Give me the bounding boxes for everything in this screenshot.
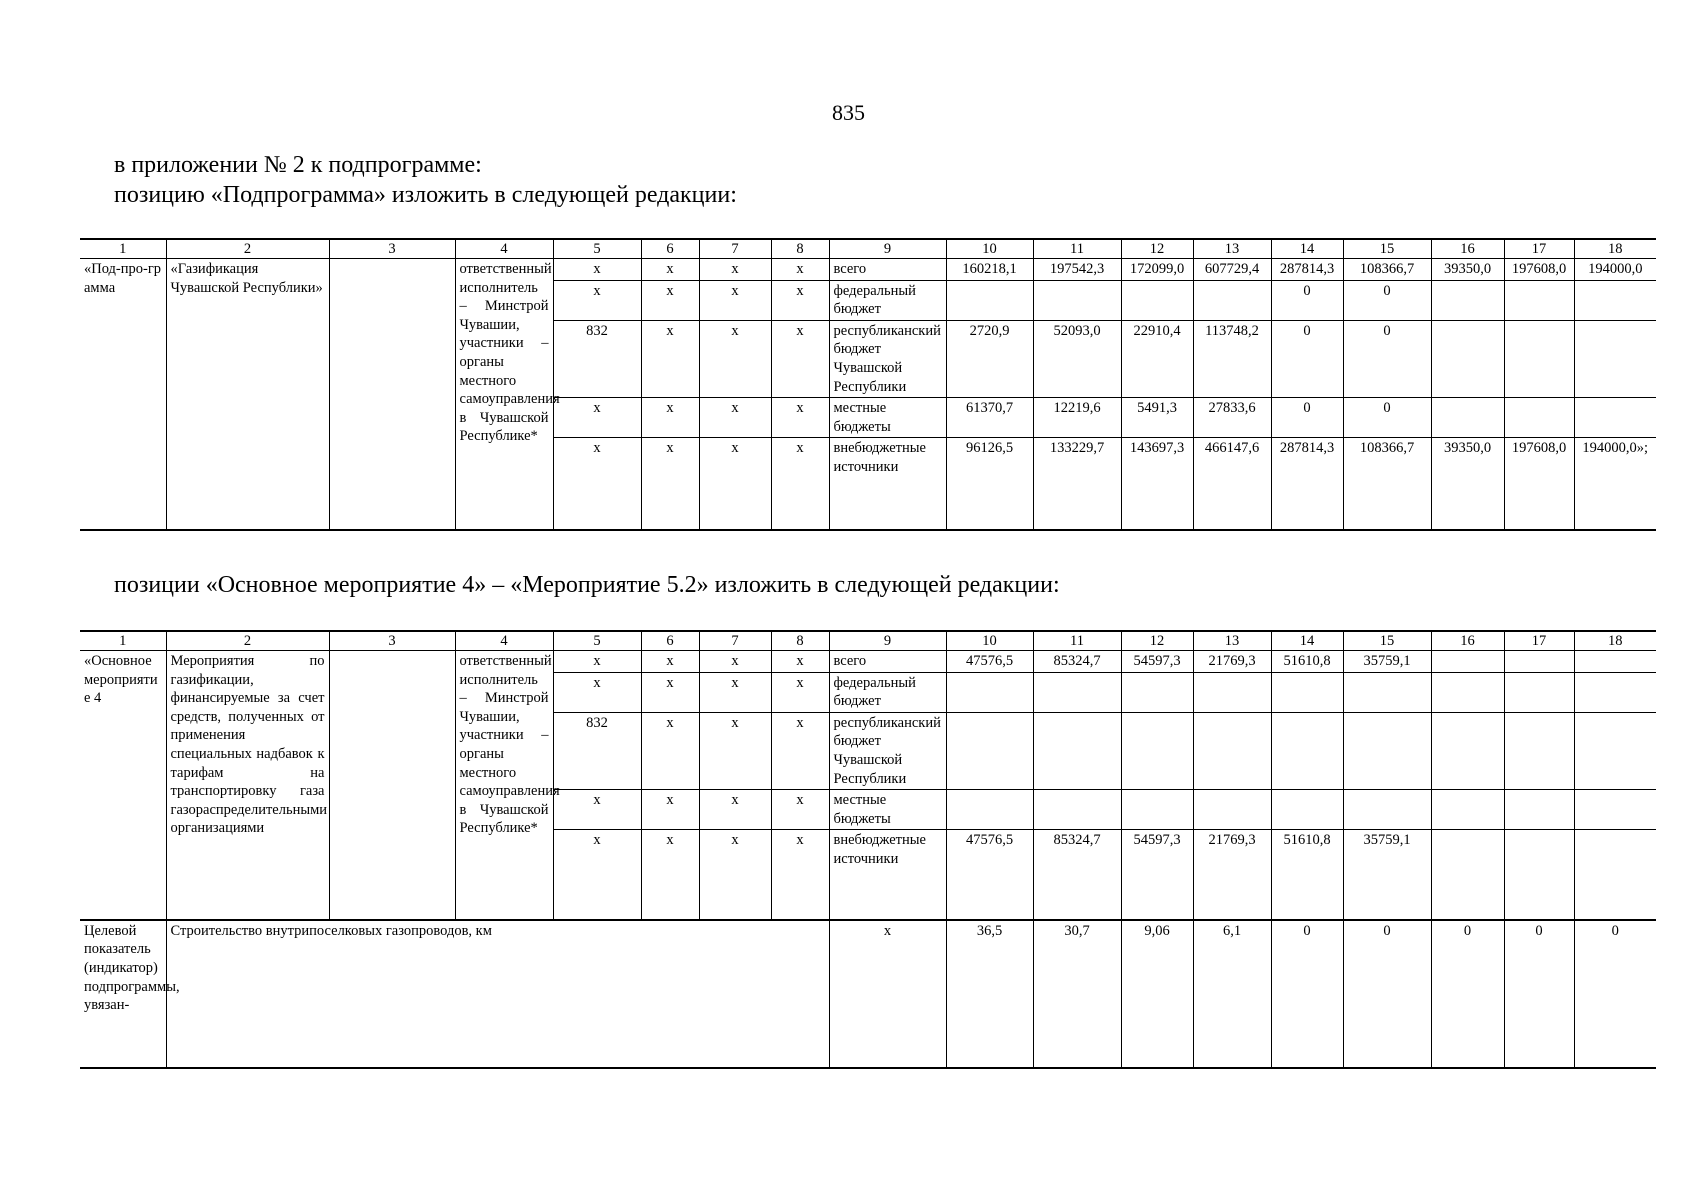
value-cell: [1574, 672, 1656, 712]
heading-main-activity-position: позиции «Основное мероприятие 4» – «Мероприятие 5.2» изложить в следующей редакции:: [114, 572, 1060, 598]
header-cell: 6: [641, 631, 699, 651]
value-cell: 36,5: [946, 920, 1033, 1068]
value-cell: 2720,9: [946, 320, 1033, 397]
code-cell: x: [829, 920, 946, 1068]
funding-source: республиканский бюджет Чувашской Республики: [829, 712, 946, 789]
header-cell: 16: [1431, 631, 1504, 651]
code-cell: x: [699, 651, 771, 673]
code-cell: x: [553, 398, 641, 438]
code-cell: x: [699, 259, 771, 281]
value-cell: [1121, 790, 1193, 830]
value-cell: 27833,6: [1193, 398, 1271, 438]
header-cell: 15: [1343, 631, 1431, 651]
code-cell: x: [553, 438, 641, 530]
code-cell: x: [699, 672, 771, 712]
header-cell: 9: [829, 631, 946, 651]
code-cell: x: [771, 398, 829, 438]
code-cell: x: [771, 259, 829, 281]
header-cell: 14: [1271, 631, 1343, 651]
value-cell: 0: [1271, 320, 1343, 397]
header-cell: 8: [771, 631, 829, 651]
value-cell: 47576,5: [946, 651, 1033, 673]
code-cell: x: [641, 259, 699, 281]
code-cell: x: [553, 790, 641, 830]
code-cell: x: [699, 398, 771, 438]
value-cell: [1574, 280, 1656, 320]
code-cell: x: [771, 672, 829, 712]
value-cell: [1431, 672, 1504, 712]
value-cell: [1504, 830, 1574, 920]
value-cell: 0: [1574, 920, 1656, 1068]
value-cell: 30,7: [1033, 920, 1121, 1068]
header-cell: 10: [946, 239, 1033, 259]
column-number-header: [80, 631, 1656, 651]
header-cell: 17: [1504, 631, 1574, 651]
empty-cell: [329, 259, 455, 530]
code-cell: x: [771, 712, 829, 789]
value-cell: 54597,3: [1121, 651, 1193, 673]
header-cell: 12: [1121, 239, 1193, 259]
value-cell: 194000,0»;: [1574, 438, 1656, 530]
code-cell: x: [641, 672, 699, 712]
code-cell: x: [699, 280, 771, 320]
value-cell: 54597,3: [1121, 830, 1193, 920]
value-cell: 85324,7: [1033, 651, 1121, 673]
value-cell: [1271, 790, 1343, 830]
header-cell: 2: [166, 239, 329, 259]
funding-source: внебюджетные источники: [829, 438, 946, 530]
header-cell: 5: [553, 631, 641, 651]
code-cell: x: [553, 280, 641, 320]
header-cell: 6: [641, 239, 699, 259]
subprogram-name: «Газификация Чувашской Республики»: [166, 259, 329, 530]
funding-source: всего: [829, 259, 946, 281]
value-cell: 197608,0: [1504, 438, 1574, 530]
table-row: [80, 259, 1656, 281]
value-cell: 51610,8: [1271, 651, 1343, 673]
value-cell: [1574, 398, 1656, 438]
value-cell: 85324,7: [1033, 830, 1121, 920]
value-cell: [1271, 712, 1343, 789]
value-cell: 108366,7: [1343, 438, 1431, 530]
position-label: «Под-про-грамма: [80, 259, 166, 530]
code-cell: x: [641, 712, 699, 789]
value-cell: 287814,3: [1271, 259, 1343, 281]
value-cell: 143697,3: [1121, 438, 1193, 530]
value-cell: [1431, 320, 1504, 397]
value-cell: 172099,0: [1121, 259, 1193, 281]
heading-subprogram-position: позицию «Подпрограмма» изложить в следующей редакции:: [114, 182, 737, 208]
value-cell: [1121, 280, 1193, 320]
header-cell: 15: [1343, 239, 1431, 259]
header-cell: 13: [1193, 631, 1271, 651]
value-cell: [1431, 830, 1504, 920]
subprogram-table: [80, 238, 1656, 531]
value-cell: [1504, 320, 1574, 397]
header-cell: 3: [329, 239, 455, 259]
value-cell: [1431, 651, 1504, 673]
value-cell: 5491,3: [1121, 398, 1193, 438]
value-cell: [1343, 672, 1431, 712]
header-cell: 16: [1431, 239, 1504, 259]
value-cell: 0: [1343, 920, 1431, 1068]
value-cell: 197608,0: [1504, 259, 1574, 281]
value-cell: 607729,4: [1193, 259, 1271, 281]
value-cell: [1193, 672, 1271, 712]
header-cell: 2: [166, 631, 329, 651]
value-cell: [1343, 712, 1431, 789]
activity-name: Мероприятия по газификации, финансируемые за счет средств, полученных от применения специальных надбавок к тарифам на транспортировку газа газораспределительными организациями: [166, 651, 329, 920]
value-cell: [1504, 712, 1574, 789]
code-cell: x: [641, 790, 699, 830]
code-cell: x: [771, 438, 829, 530]
value-cell: 0: [1271, 280, 1343, 320]
code-cell: x: [553, 259, 641, 281]
funding-source: внебюджетные источники: [829, 830, 946, 920]
value-cell: 194000,0: [1574, 259, 1656, 281]
value-cell: 0: [1504, 920, 1574, 1068]
heading-appendix: в приложении № 2 к подпрограмме:: [114, 152, 482, 178]
header-cell: 4: [455, 239, 553, 259]
value-cell: [1574, 830, 1656, 920]
value-cell: [1033, 790, 1121, 830]
header-cell: 8: [771, 239, 829, 259]
value-cell: [1033, 712, 1121, 789]
column-number-header: [80, 239, 1656, 259]
value-cell: [1504, 790, 1574, 830]
value-cell: [1431, 398, 1504, 438]
value-cell: [946, 790, 1033, 830]
value-cell: 21769,3: [1193, 830, 1271, 920]
value-cell: 39350,0: [1431, 438, 1504, 530]
funding-source: всего: [829, 651, 946, 673]
header-cell: 11: [1033, 631, 1121, 651]
value-cell: [946, 712, 1033, 789]
header-cell: 18: [1574, 239, 1656, 259]
value-cell: 61370,7: [946, 398, 1033, 438]
value-cell: 0: [1343, 398, 1431, 438]
header-cell: 9: [829, 239, 946, 259]
value-cell: 466147,6: [1193, 438, 1271, 530]
value-cell: 39350,0: [1431, 259, 1504, 281]
value-cell: 0: [1343, 320, 1431, 397]
value-cell: [1431, 280, 1504, 320]
value-cell: [1343, 790, 1431, 830]
value-cell: 52093,0: [1033, 320, 1121, 397]
value-cell: 0: [1271, 398, 1343, 438]
value-cell: 108366,7: [1343, 259, 1431, 281]
value-cell: 287814,3: [1271, 438, 1343, 530]
value-cell: 21769,3: [1193, 651, 1271, 673]
header-cell: 7: [699, 631, 771, 651]
funding-source: федеральный бюджет: [829, 672, 946, 712]
header-cell: 1: [80, 239, 166, 259]
value-cell: 160218,1: [946, 259, 1033, 281]
header-cell: 10: [946, 631, 1033, 651]
value-cell: [946, 280, 1033, 320]
value-cell: [1431, 712, 1504, 789]
code-cell: x: [699, 320, 771, 397]
value-cell: 113748,2: [1193, 320, 1271, 397]
value-cell: [1574, 320, 1656, 397]
value-cell: [1504, 672, 1574, 712]
value-cell: 96126,5: [946, 438, 1033, 530]
value-cell: [1033, 672, 1121, 712]
funding-source: федеральный бюджет: [829, 280, 946, 320]
header-cell: 4: [455, 631, 553, 651]
responsible-executor: ответственный исполнитель – Минстрой Чувашии, участники – органы местного самоуправления в Чувашской Республике*: [455, 259, 553, 530]
value-cell: 133229,7: [1033, 438, 1121, 530]
table-row: [80, 651, 1656, 673]
code-cell: x: [641, 651, 699, 673]
value-cell: 0: [1343, 280, 1431, 320]
value-cell: 35759,1: [1343, 830, 1431, 920]
code-cell: x: [771, 830, 829, 920]
funding-source: местные бюджеты: [829, 398, 946, 438]
value-cell: 51610,8: [1271, 830, 1343, 920]
value-cell: 6,1: [1193, 920, 1271, 1068]
header-cell: 3: [329, 631, 455, 651]
code-cell: x: [553, 651, 641, 673]
value-cell: 0: [1431, 920, 1504, 1068]
value-cell: [1574, 651, 1656, 673]
value-cell: [1574, 790, 1656, 830]
funding-source: республиканский бюджет Чувашской Республики: [829, 320, 946, 397]
header-cell: 11: [1033, 239, 1121, 259]
header-cell: 1: [80, 631, 166, 651]
indicator-text: Строительство внутрипоселковых газопроводов, км: [166, 920, 829, 1068]
header-cell: 7: [699, 239, 771, 259]
code-cell: 832: [553, 320, 641, 397]
header-cell: 17: [1504, 239, 1574, 259]
value-cell: [1121, 672, 1193, 712]
value-cell: [1504, 280, 1574, 320]
value-cell: [946, 672, 1033, 712]
code-cell: x: [771, 320, 829, 397]
value-cell: [1193, 280, 1271, 320]
header-cell: 18: [1574, 631, 1656, 651]
responsible-executor: ответственный исполнитель – Минстрой Чувашии, участники – органы местного самоуправления в Чувашской Республике*: [455, 651, 553, 920]
code-cell: x: [699, 830, 771, 920]
code-cell: x: [771, 790, 829, 830]
code-cell: x: [641, 398, 699, 438]
value-cell: [1431, 790, 1504, 830]
code-cell: 832: [553, 712, 641, 789]
value-cell: [1504, 398, 1574, 438]
code-cell: x: [641, 280, 699, 320]
value-cell: 197542,3: [1033, 259, 1121, 281]
value-cell: [1033, 280, 1121, 320]
value-cell: 47576,5: [946, 830, 1033, 920]
code-cell: x: [641, 830, 699, 920]
funding-source: местные бюджеты: [829, 790, 946, 830]
page-number: 835: [832, 100, 865, 125]
code-cell: x: [771, 651, 829, 673]
value-cell: [1121, 712, 1193, 789]
code-cell: x: [641, 438, 699, 530]
value-cell: 12219,6: [1033, 398, 1121, 438]
indicator-row: [80, 920, 1656, 1068]
header-cell: 13: [1193, 239, 1271, 259]
code-cell: x: [553, 830, 641, 920]
code-cell: x: [771, 280, 829, 320]
code-cell: x: [641, 320, 699, 397]
code-cell: x: [699, 790, 771, 830]
value-cell: 0: [1271, 920, 1343, 1068]
value-cell: 9,06: [1121, 920, 1193, 1068]
indicator-label: Целевой показатель (индикатор) подпрограммы, увязан-: [80, 920, 166, 1068]
value-cell: 35759,1: [1343, 651, 1431, 673]
value-cell: [1193, 790, 1271, 830]
value-cell: [1271, 672, 1343, 712]
code-cell: x: [699, 712, 771, 789]
main-activity-table: [80, 630, 1656, 1069]
code-cell: x: [699, 438, 771, 530]
value-cell: [1193, 712, 1271, 789]
position-label: «Основное мероприятие 4: [80, 651, 166, 920]
empty-cell: [329, 651, 455, 920]
code-cell: x: [553, 672, 641, 712]
value-cell: [1574, 712, 1656, 789]
value-cell: 22910,4: [1121, 320, 1193, 397]
value-cell: [1504, 651, 1574, 673]
header-cell: 12: [1121, 631, 1193, 651]
header-cell: 14: [1271, 239, 1343, 259]
header-cell: 5: [553, 239, 641, 259]
